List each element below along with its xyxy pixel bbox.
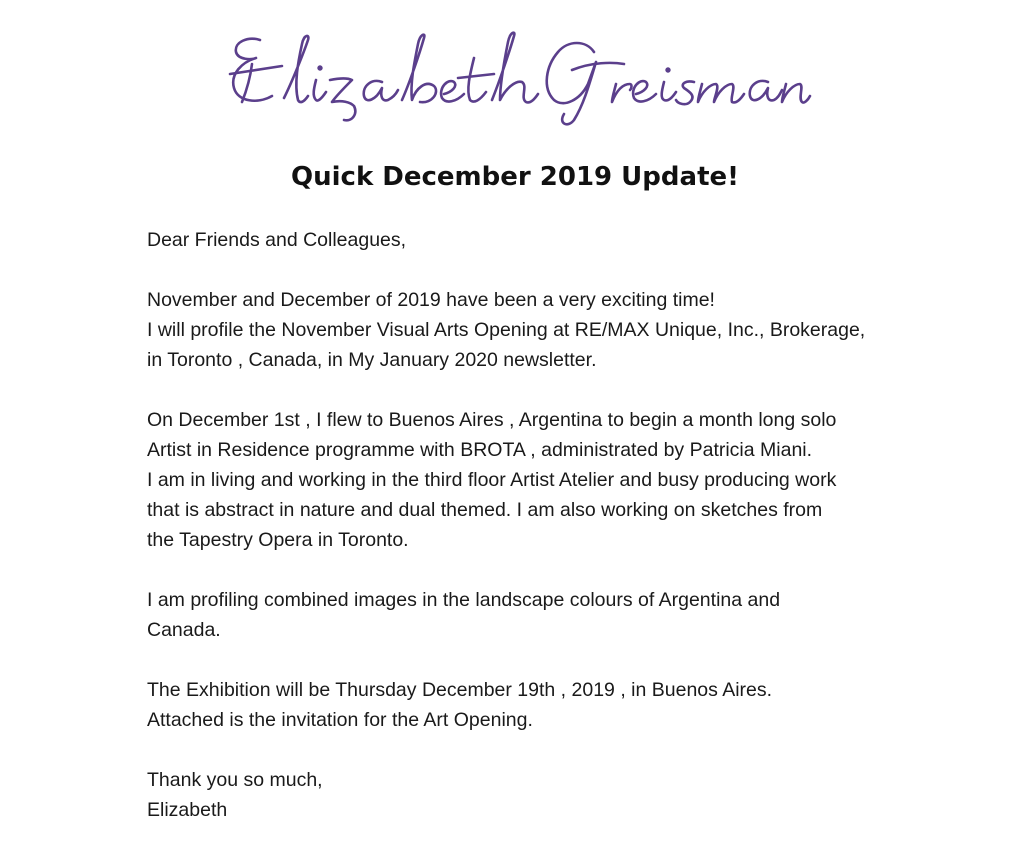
- letter-paragraph-4-line: The Exhibition will be Thursday December 19th , 2019 , in Buenos Aires.: [147, 679, 773, 701]
- paragraph-gap: [147, 645, 907, 675]
- letter-paragraph-1-line: in Toronto , Canada, in My January 2020 newsletter.: [147, 349, 597, 371]
- letter-paragraph-2-line: I am in living and working in the third floor Artist Atelier and busy producing work: [147, 469, 837, 491]
- paragraph-gap: [147, 555, 907, 585]
- letter-paragraph-2-line: the Tapestry Opera in Toronto.: [147, 529, 409, 551]
- signature-logo-script: [212, 22, 812, 127]
- signature-logo: [0, 22, 1024, 132]
- paragraph-gap: [147, 735, 907, 765]
- letter-paragraph-3-line: Canada.: [147, 619, 221, 641]
- letter-paragraph-1-line: I will profile the November Visual Arts Opening at RE/MAX Unique, Inc., Brokerage,: [147, 319, 866, 341]
- newsletter-title: Quick December 2019 Update!: [291, 162, 739, 192]
- letter-paragraph-3-line: I am profiling combined images in the landscape colours of Argentina and: [147, 589, 781, 611]
- paragraph-gap: [147, 255, 907, 285]
- letter-closing: Thank you so much,: [147, 769, 323, 791]
- letter-body: [147, 225, 907, 825]
- paragraph-gap: [147, 375, 907, 405]
- letter-paragraph-2-line: that is abstract in nature and dual themed. I am also working on sketches from: [147, 499, 823, 521]
- letter-paragraph-2-line: Artist in Residence programme with BROTA , administrated by Patricia Miani.: [147, 439, 813, 461]
- letter-paragraph-4-line: Attached is the invitation for the Art Opening.: [147, 709, 533, 731]
- letter-paragraph-1-line: November and December of 2019 have been a very exciting time!: [147, 289, 715, 311]
- letter-salutation: Dear Friends and Colleagues,: [147, 229, 407, 251]
- letter-paragraph-2-line: On December 1st , I flew to Buenos Aires , Argentina to begin a month long solo: [147, 409, 837, 431]
- letter-signature-name: Elizabeth: [147, 799, 228, 821]
